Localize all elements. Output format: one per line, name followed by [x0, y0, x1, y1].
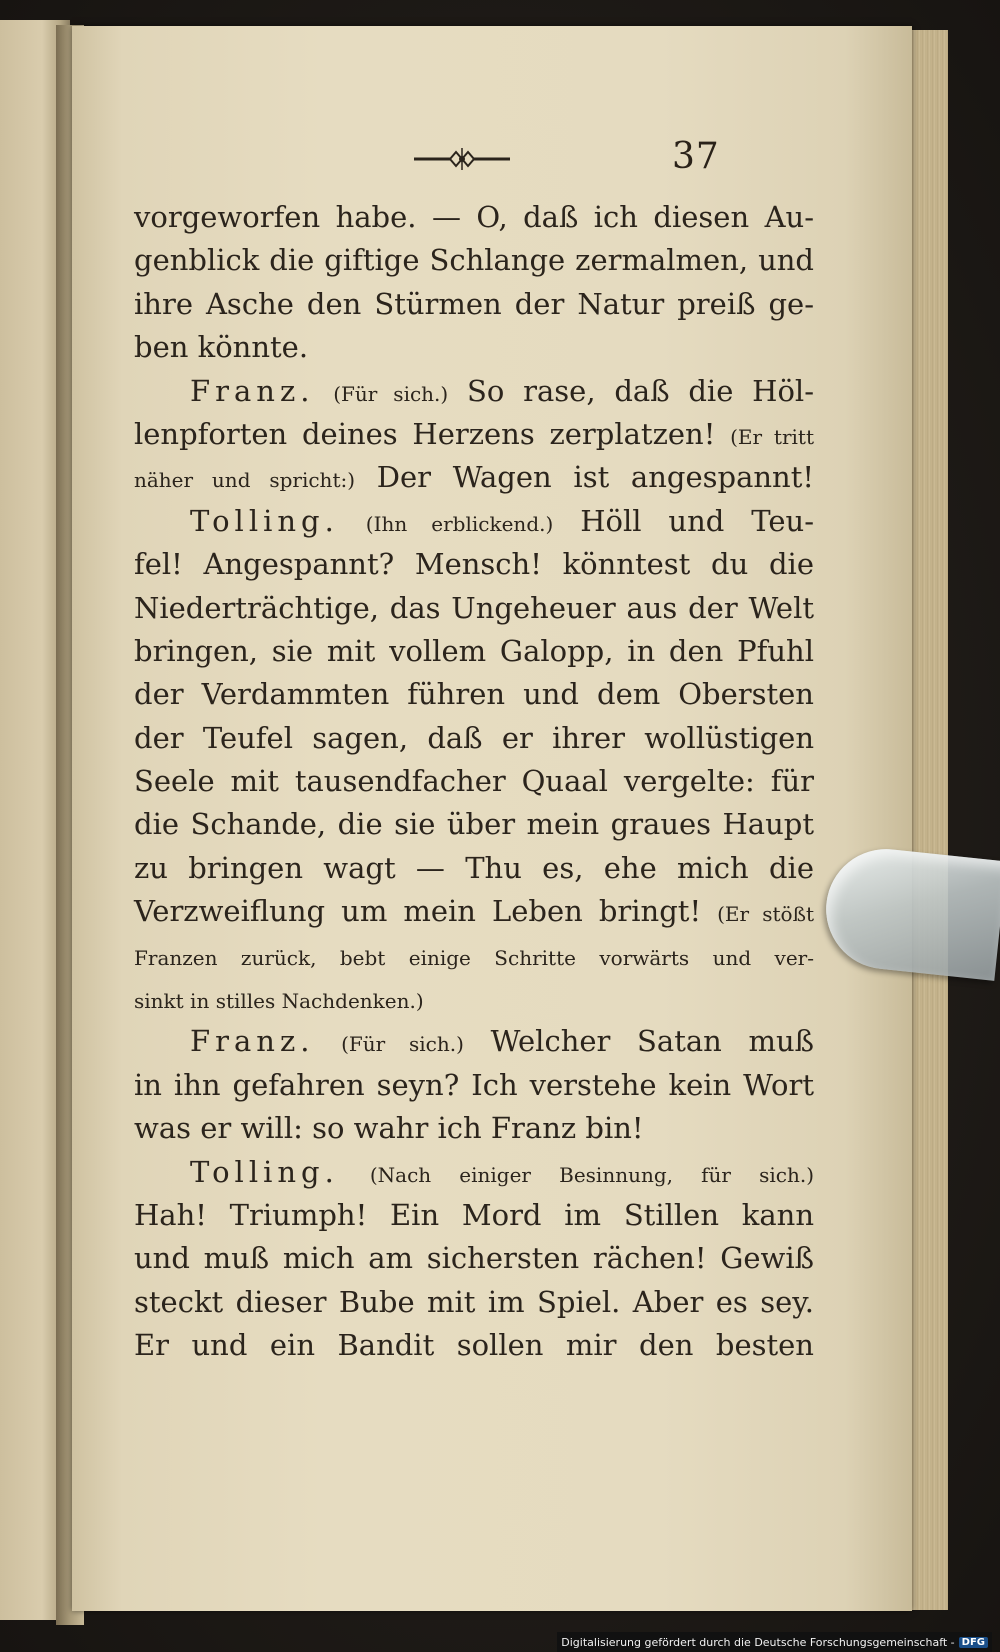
stage-direction: (Nach einiger Besinnung, für sich.) — [369, 1162, 815, 1187]
text-line — [134, 326, 814, 369]
text-line — [134, 587, 814, 630]
line-text: die Schande, die sie über mein graues Haupt — [134, 807, 814, 842]
text-line — [134, 673, 814, 716]
line-text: Seele mit tausendfacher Quaal vergelte: für — [134, 764, 814, 799]
book-page — [72, 26, 912, 1611]
line-text: Der Wagen ist angespannt! — [376, 460, 815, 495]
text-line — [134, 717, 814, 760]
text-line — [134, 239, 814, 282]
stage-direction: (Für sich.) — [333, 381, 449, 406]
line-text: Er und ein Bandit sollen mir den besten — [134, 1328, 814, 1363]
stage-direction: sinkt in stilles Nachdenken.) — [134, 989, 424, 1014]
line-text: vorgeworfen habe. — O, daß ich diesen Au- — [134, 200, 814, 234]
text-line — [134, 1107, 814, 1150]
digitization-footer — [557, 1632, 992, 1652]
line-text: der Teufel sagen, daß er ihrer wollüstigen — [134, 720, 814, 755]
page-number: 37 — [672, 136, 720, 177]
line-text: ihre Asche den Stürmen der Natur preiß ge- — [134, 286, 814, 321]
text-line — [134, 1020, 814, 1063]
text-line — [134, 196, 814, 239]
speaker-name: Franz. — [190, 1024, 315, 1059]
text-line — [134, 1324, 814, 1367]
stage-direction: (Ihn erblickend.) — [365, 511, 554, 536]
line-text: zu bringen wagt — Thu es, ehe mich die — [134, 850, 814, 885]
body-text — [134, 196, 814, 1368]
text-line — [134, 456, 814, 499]
line-text: der Verdammten führen und dem Obersten — [134, 677, 814, 712]
text-line — [134, 1151, 814, 1194]
speaker-name: Tolling. — [190, 503, 339, 538]
text-line — [134, 370, 814, 413]
text-line — [134, 500, 814, 543]
line-text: Hah! Triumph! Ein Mord im Stillen kann — [134, 1197, 814, 1232]
line-text: steckt dieser Bube mit im Spiel. Aber es sey. — [134, 1284, 814, 1319]
footer-credit: Digitalisierung gefördert durch die Deutsche Forschungsgemeinschaft - — [561, 1635, 955, 1649]
text-line — [134, 977, 814, 1020]
text-line — [134, 760, 814, 803]
text-line — [134, 413, 814, 456]
speaker-name: Franz. — [190, 373, 315, 408]
line-text: fel! Angespannt? Mensch! könntest du die — [134, 547, 814, 582]
text-line — [134, 543, 814, 586]
line-text: bringen, sie mit vollem Galopp, in den Pfuhl — [134, 633, 814, 668]
dfg-logo: DFG — [959, 1637, 988, 1648]
line-text: in ihn gefahren seyn? Ich verstehe kein Wort — [134, 1067, 814, 1102]
stage-direction: (Er tritt — [730, 424, 815, 449]
stage-direction: (Er stößt — [717, 902, 814, 927]
text-line — [134, 1194, 814, 1237]
line-text: lenpforten deines Herzens zerplatzen! — [134, 416, 716, 451]
ornament-icon — [412, 144, 512, 174]
line-text: ben könnte. — [134, 330, 309, 365]
stage-direction: näher und spricht:) — [134, 468, 356, 493]
stage-direction: Franzen zurück, bebt einige Schritte vorwärts und ver- — [134, 945, 814, 970]
text-line — [134, 1237, 814, 1280]
text-line — [134, 934, 814, 977]
text-line — [134, 283, 814, 326]
text-line — [134, 803, 814, 846]
text-line — [134, 1281, 814, 1324]
text-line — [134, 847, 814, 890]
line-text: Höll und Teu- — [580, 503, 814, 538]
line-text: was er will: so wahr ich Franz bin! — [134, 1111, 644, 1146]
stage-direction: (Für sich.) — [341, 1032, 464, 1057]
speaker-name: Tolling. — [190, 1154, 339, 1189]
line-text: genblick die giftige Schlange zermalmen, und — [134, 243, 814, 278]
line-text: So rase, daß die Höl- — [467, 373, 814, 408]
line-text: und muß mich am sichersten rächen! Gewiß — [134, 1241, 814, 1276]
page-header — [72, 136, 912, 196]
text-line — [134, 890, 814, 933]
line-text: Verzweiflung um mein Leben bringt! — [134, 894, 702, 929]
line-text: Niederträchtige, das Ungeheuer aus der Welt — [134, 590, 814, 625]
line-text: Welcher Satan muß — [490, 1024, 815, 1059]
text-line — [134, 630, 814, 673]
text-line — [134, 1064, 814, 1107]
